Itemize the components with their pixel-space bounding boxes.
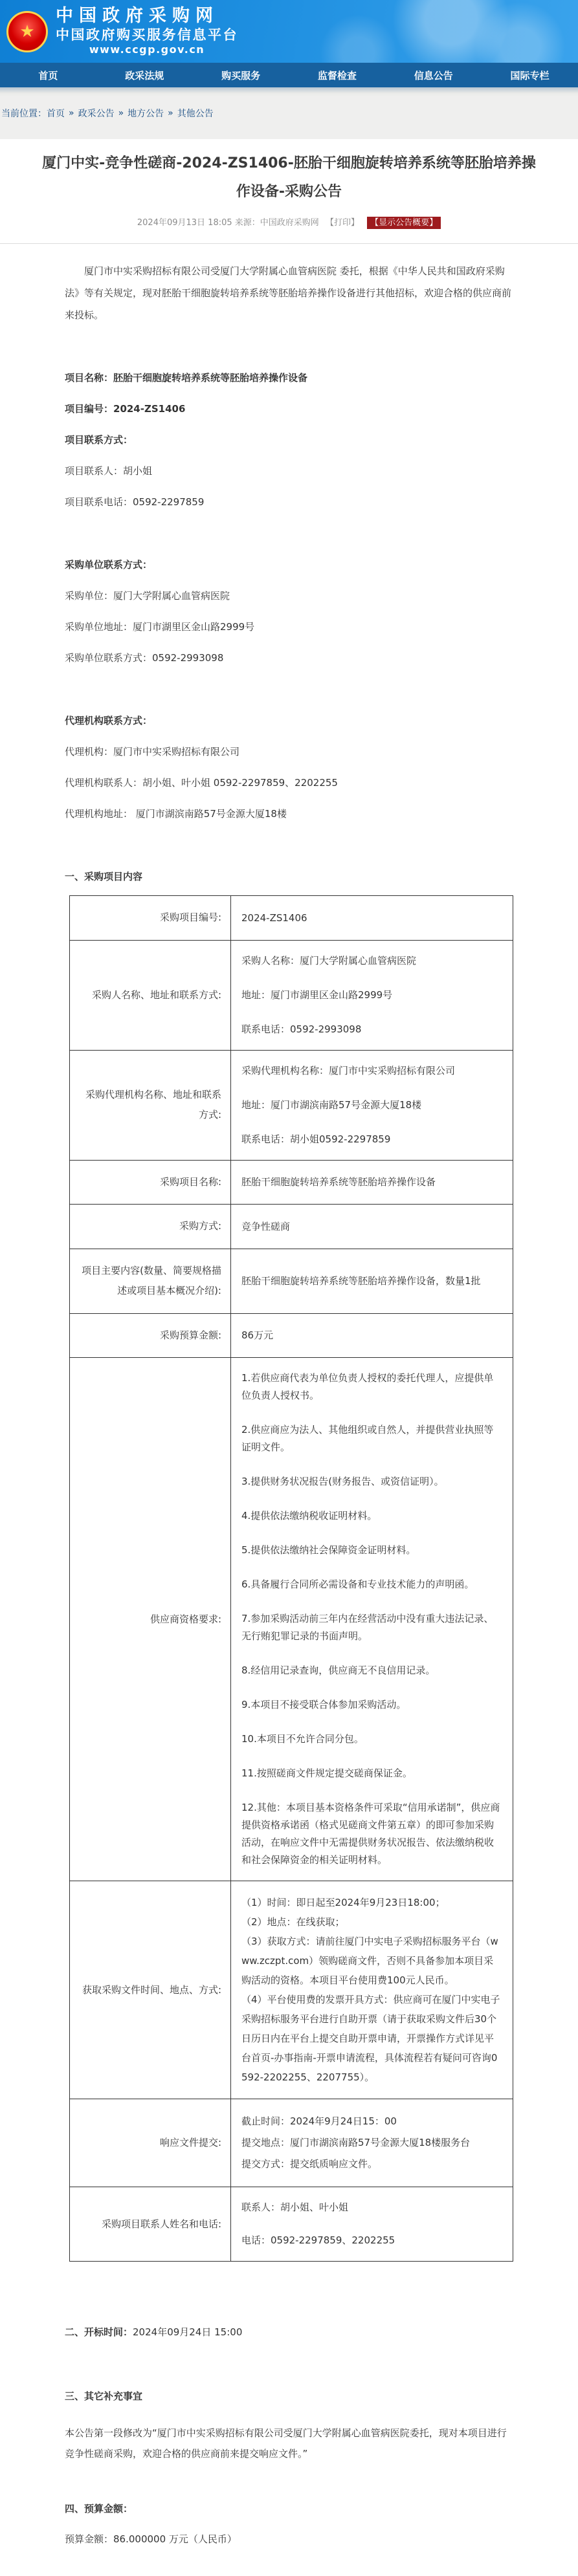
project-name-line: 项目名称：胚胎干细胞旋转培养系统等胚胎培养操作设备 — [65, 372, 308, 384]
row-label: 采购项目联系人姓名和电话: — [70, 2187, 231, 2262]
cell-line: 7.参加采购活动前三年内在经营活动中没有重大违法记录、无行贿犯罪记录的书面声明。 — [241, 1613, 494, 1643]
national-emblem-logo: ★ — [6, 11, 48, 52]
cell-line: 采购人名称：厦门大学附属心血管病医院 — [241, 954, 417, 966]
cell-line: 5.提供依法缴纳社会保障资金证明材料。 — [241, 1544, 416, 1556]
row-label: 供应商资格要求: — [70, 1358, 231, 1881]
purchaser-phone-line: 采购单位联系方式：0592-2993098 — [65, 652, 224, 664]
cell-line: 胚胎干细胞旋转培养系统等胚胎培养操作设备 — [241, 1176, 436, 1188]
cell-line: 提交方式：提交纸质响应文件。 — [241, 2158, 378, 2170]
table-row-document-acquisition — [70, 1881, 513, 2099]
print-button[interactable]: 【打印】 — [325, 218, 359, 228]
cell-line: 截止时间：2024年9月24日15：00 — [241, 2115, 397, 2128]
show-summary-button[interactable]: 【显示公告概要】 — [367, 217, 441, 229]
cell-line: 86万元 — [241, 1329, 274, 1341]
table-row — [70, 1050, 513, 1160]
breadcrumb-separator: » — [118, 108, 124, 118]
site-title: 中国政府采购网 — [56, 6, 219, 27]
bid-opening-time-label: 二、开标时间： — [65, 2326, 133, 2339]
section-heading-supplement: 三、其它补充事宜 — [65, 2390, 143, 2403]
cell-line: 联系电话：0592-2993098 — [241, 1023, 362, 1035]
breadcrumb-item-local-announcements[interactable]: 地方公告 — [128, 109, 164, 119]
section-heading-budget: 四、预算金额： — [65, 2503, 133, 2515]
row-value — [231, 2187, 513, 2262]
breadcrumb-separator: » — [168, 108, 173, 118]
nav-item-home[interactable]: 首页 — [38, 69, 58, 82]
nav-item-purchase-services[interactable]: 购买服务 — [221, 69, 261, 82]
table-row-response-submission — [70, 2099, 513, 2187]
budget-amount-line: 预算金额：86.000000 万元（人民币） — [65, 2533, 237, 2546]
purchaser-name-line: 采购单位：厦门大学附属心血管病医院 — [65, 590, 230, 602]
cell-line: 胚胎干细胞旋转培养系统等胚胎培养操作设备，数量1批 — [241, 1274, 481, 1287]
cell-line: 电话：0592-2297859、2202255 — [241, 2234, 395, 2247]
cell-line: 10.本项目不允许合同分包。 — [241, 1733, 364, 1745]
row-value — [231, 896, 513, 941]
article-content — [0, 149, 578, 2576]
row-label: 项目主要内容(数量、简要规格描述或项目基本概况介绍): — [70, 1249, 231, 1313]
row-label: 响应文件提交: — [70, 2099, 231, 2187]
table-row-project-contact — [70, 2187, 513, 2262]
row-label: 采购项目名称: — [70, 1160, 231, 1205]
article-footer-sections — [65, 2324, 516, 2548]
publish-datetime: 2024年09月13日 18:05 — [137, 218, 232, 228]
breadcrumb-item-other-announcements[interactable]: 其他公告 — [177, 109, 214, 119]
cell-line: 地址：厦门市湖里区金山路2999号 — [241, 988, 393, 1001]
table-row — [70, 1249, 513, 1313]
article-body — [65, 261, 516, 2262]
row-label: 采购代理机构名称、地址和联系方式: — [70, 1050, 231, 1160]
breadcrumb-separator: » — [69, 108, 74, 118]
site-url: www.ccgp.gov.cn — [89, 43, 205, 56]
bid-opening-time-line — [65, 2324, 516, 2341]
cell-line: 采购代理机构名称：厦门市中实采购招标有限公司 — [241, 1064, 456, 1076]
cell-line: 8.经信用记录查询，供应商无不良信用记录。 — [241, 1665, 436, 1677]
row-value — [231, 1249, 513, 1313]
supplement-paragraph: 本公告第一段修改为“厦门市中实采购招标有限公司受厦门大学附属心血管病医院委托，现对本项目进行竞争性磋商采购，欢迎合格的供应商前来提交响应文件。” — [65, 2427, 507, 2460]
table-row — [70, 1160, 513, 1205]
cell-line: 2.供应商应为法人、其他组织或自然人，并提供营业执照等证明文件。 — [241, 1424, 494, 1454]
divider — [0, 243, 578, 244]
row-label: 采购预算金额: — [70, 1313, 231, 1358]
cell-line: 2024-ZS1406 — [241, 911, 307, 924]
bid-opening-time-value: 2024年09月24日 15:00 — [133, 2326, 243, 2339]
site-banner — [0, 0, 578, 63]
article-meta — [0, 215, 578, 228]
row-value — [231, 1160, 513, 1205]
row-value — [231, 1205, 513, 1249]
cell-line: 6.具备履行合同所必需设备和专业技术能力的声明函。 — [241, 1578, 474, 1591]
row-label: 采购人名称、地址和联系方式: — [70, 940, 231, 1050]
cell-line: 3.提供财务状况报告(财务报告、或资信证明）。 — [241, 1476, 444, 1488]
table-row — [70, 1205, 513, 1249]
row-label: 采购方式: — [70, 1205, 231, 1249]
section-heading-project-content: 一、采购项目内容 — [65, 871, 143, 883]
page-title: 厦门中实-竞争性磋商-2024-ZS1406-胚胎干细胞旋转培养系统等胚胎培养操作设备-采购公告 — [42, 155, 536, 200]
breadcrumb-item-procurement-announcements[interactable]: 政采公告 — [78, 109, 115, 119]
project-contact-header: 项目联系方式： — [65, 434, 133, 446]
main-nav — [0, 63, 578, 87]
cell-line: （1）时间：即日起至2024年9月23日18:00； — [241, 1897, 445, 1909]
row-value — [231, 1313, 513, 1358]
cell-line: （4）平台使用费的发票开具方式：供应商可在厦门中实电子采购招标服务平台进行自助开票（请于获取采购文件后30个日历日内在平台上提交自助开票申请，开票操作方式详见平台首页-办事指南-开票申请流程，具体流程若有疑问可咨询0592-2202255、2207755）。 — [241, 1994, 500, 2084]
cell-line: （2）地点：在线获取； — [241, 1916, 345, 1928]
cell-line: 4.提供依法缴纳税收证明材料。 — [241, 1510, 377, 1522]
cell-line: （3）获取方式：请前往厦门中实电子采购招标服务平台（www.zczpt.com）领购磋商文件，否则不具备参加本项目采购活动的资格。本项目平台使用费100元人民币。 — [241, 1936, 498, 1987]
row-value — [231, 1881, 513, 2099]
purchaser-address-line: 采购单位地址：厦门市湖里区金山路2999号 — [65, 621, 255, 633]
cell-line: 联系电话：胡小姐0592-2297859 — [241, 1133, 391, 1145]
cell-line: 11.按照磋商文件规定提交磋商保证金。 — [241, 1767, 412, 1780]
breadcrumb-prefix: 当前位置： — [1, 109, 47, 119]
nav-item-announcements[interactable]: 信息公告 — [414, 69, 453, 82]
agency-contact-person-line: 代理机构联系人：胡小姐、叶小姐 0592-2297859、2202255 — [65, 777, 338, 789]
site-subtitle: 中国政府购买服务信息平台 — [56, 27, 238, 43]
agency-contact-header: 代理机构联系方式： — [65, 715, 153, 727]
cell-line: 12.其他：本项目基本资格条件可采取“信用承诺制”，供应商提供资格承诺函（格式见磋商文件第五章）的即可参加采购活动，在响应文件中无需提供财务状况报告、依法缴纳税收和社会保障资金的相关证明材料。 — [241, 1802, 500, 1866]
cell-line: 竞争性磋商 — [241, 1220, 291, 1232]
row-value — [231, 1358, 513, 1881]
table-row — [70, 896, 513, 941]
cell-line: 地址：厦门市湖滨南路57号金源大厦18楼 — [241, 1098, 422, 1111]
row-value — [231, 1050, 513, 1160]
nav-item-international[interactable]: 国际专栏 — [510, 69, 550, 82]
cell-line: 9.本项目不接受联合体参加采购活动。 — [241, 1699, 406, 1711]
breadcrumb-item-home[interactable]: 首页 — [47, 109, 65, 119]
row-label: 获取采购文件时间、地点、方式: — [70, 1881, 231, 2099]
purchaser-contact-header: 采购单位联系方式： — [65, 559, 153, 571]
table-row-supplier-requirements — [70, 1358, 513, 1881]
intro-paragraph: 厦门市中实采购招标有限公司受厦门大学附属心血管病医院 委托，根据《中华人民共和国政府采购法》等有关规定，现对胚胎干细胞旋转培养系统等胚胎培养操作设备进行其他招标，欢迎合格的供应商前来投标。 — [65, 265, 512, 321]
row-value — [231, 2099, 513, 2187]
table-row — [70, 940, 513, 1050]
row-value — [231, 940, 513, 1050]
cell-line: 1.若供应商代表为单位负责人授权的委托代理人，应提供单位负责人授权书。 — [241, 1372, 494, 1402]
row-label: 采购项目编号: — [70, 896, 231, 941]
agency-name-line: 代理机构：厦门市中实采购招标有限公司 — [65, 746, 240, 758]
cell-line: 联系人：胡小姐、叶小姐 — [241, 2201, 349, 2214]
article-source: 来源：中国政府采购网 — [234, 218, 319, 228]
nav-item-supervision[interactable]: 监督检查 — [317, 69, 357, 82]
procurement-table — [69, 895, 513, 2262]
site-identity — [56, 6, 238, 56]
project-number-line: 项目编号：2024-ZS1406 — [65, 403, 186, 415]
project-contact-person-line: 项目联系人：胡小姐 — [65, 465, 153, 477]
breadcrumb — [0, 87, 578, 139]
project-contact-phone-line: 项目联系电话：0592-2297859 — [65, 496, 205, 508]
table-row — [70, 1313, 513, 1358]
agency-address-line: 代理机构地址： 厦门市湖滨南路57号金源大厦18楼 — [65, 808, 287, 820]
nav-item-regulations[interactable]: 政采法规 — [125, 69, 164, 82]
cell-line: 提交地点：厦门市湖滨南路57号金源大厦18楼服务台 — [241, 2137, 471, 2149]
